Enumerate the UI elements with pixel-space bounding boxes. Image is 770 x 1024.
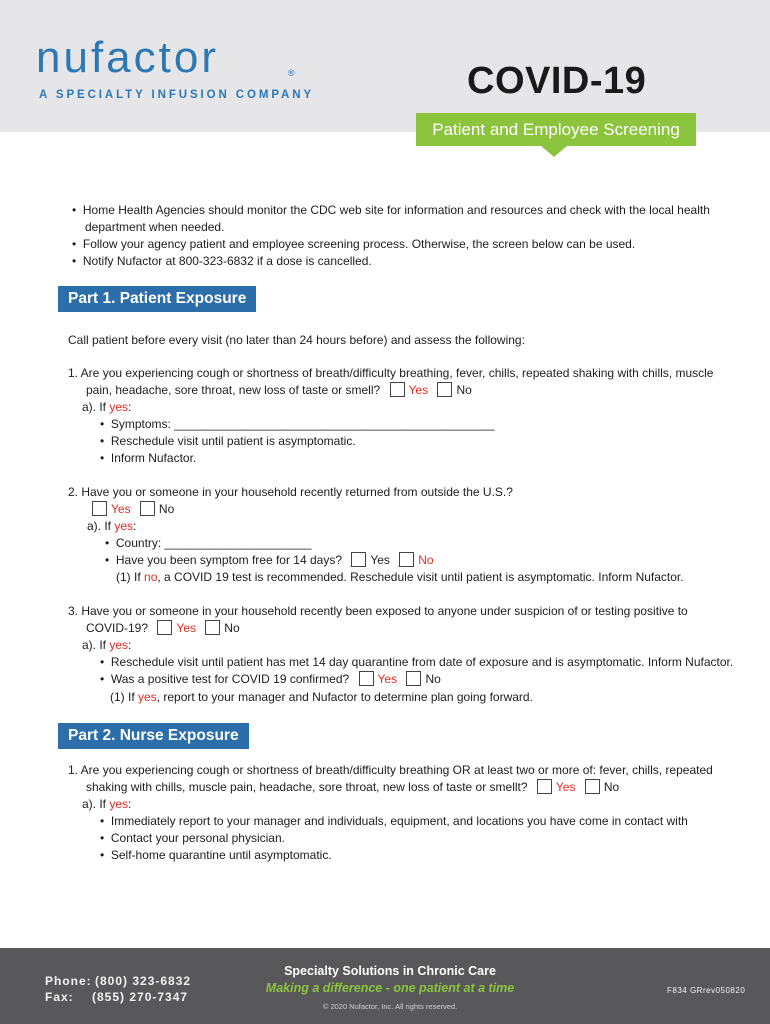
part1-q1-text: 1. Are you experiencing cough or shortness of breath/difficulty breathing, fever, chills, repeated shaking with chills, muscle — [68, 366, 714, 380]
p1q2-no-checkbox[interactable] — [140, 501, 155, 516]
intro-bullet: • Notify Nufactor at 800-323-6832 if a dose is cancelled. — [72, 254, 372, 268]
part1-q3-line2: COVID-19? Yes No — [86, 621, 240, 635]
p1q2-answers — [86, 501, 174, 518]
p2q1-bullet: • Immediately report to your manager and individuals, equipment, and locations you have come in contact with — [100, 814, 688, 828]
p1q2-sf-yes-checkbox[interactable] — [351, 552, 366, 567]
p1q2-if-yes: a). If yes: — [87, 519, 137, 533]
p1q1-yes-checkbox[interactable] — [390, 382, 405, 397]
p1q3-if-yes: a). If yes: — [82, 638, 132, 652]
registered-mark: ® — [288, 68, 295, 78]
footer-slogan: Making a difference - one patient at a time — [265, 981, 515, 995]
p1q3-test-yes-label: Yes — [377, 672, 398, 686]
p1q3-yes-checkbox[interactable] — [157, 620, 172, 635]
footer-fax-number: (855) 270-7347 — [92, 990, 189, 1004]
footer-phone-label: Phone: — [45, 974, 92, 988]
p2q1-if-yes: a). If yes: — [82, 797, 132, 811]
part2-q1-text: 1. Are you experiencing cough or shortness of breath/difficulty breathing OR at least two or more of: fever, chills, repeated — [68, 763, 713, 777]
p1q2-symptom-free: • Have you been symptom free for 14 days? Yes No — [105, 553, 434, 567]
intro-bullet-continued: department when needed. — [85, 220, 225, 234]
part1-q1-line2: pain, headache, sore throat, new loss of taste or smell? Yes No — [86, 383, 472, 397]
footer-copyright: © 2020 Nufactor, Inc. All rights reserved. — [322, 1002, 458, 1011]
p1q2-no-label: No — [158, 502, 175, 516]
p1q1-yes-label: Yes — [408, 383, 429, 397]
p1q1-no-label: No — [456, 383, 472, 397]
subtitle-banner — [416, 113, 696, 146]
p1q3-positive-test: • Was a positive test for COVID 19 confirmed? Yes No — [100, 672, 441, 686]
logo-tagline: A SPECIALTY INFUSION COMPANY — [39, 89, 315, 101]
p1q3-note: (1) If yes, report to your manager and Nufactor to determine plan going forward. — [110, 690, 533, 704]
p1q1-if-yes: a). If yes: — [82, 400, 132, 414]
p2q1-bullet: • Self-home quarantine until asymptomatic. — [100, 848, 332, 862]
p1q3-test-yes-checkbox[interactable] — [359, 671, 374, 686]
p2q1-yes-checkbox[interactable] — [537, 779, 552, 794]
p1q3-bullet: • Reschedule visit until patient has met 14 day quarantine from date of exposure and is asymptomatic. Inform Nufactor. — [100, 655, 734, 669]
p2q1-no-label: No — [603, 780, 620, 794]
nufactor-logo: nufactor — [36, 33, 219, 82]
part1-intro: Call patient before every visit (no later than 24 hours before) and assess the following: — [68, 333, 525, 347]
p1q1-bullet: • Inform Nufactor. — [100, 451, 197, 465]
p2q1-yes-label: Yes — [555, 780, 576, 794]
p2q1-no-checkbox[interactable] — [585, 779, 600, 794]
footer-fax-label: Fax: — [45, 990, 74, 1004]
document-title: COVID-19 — [467, 60, 647, 102]
footer-tagline: Specialty Solutions in Chronic Care — [284, 964, 496, 978]
p1q3-test-no-label: No — [425, 672, 441, 686]
p1q2-sf-no-label: No — [418, 553, 434, 567]
p1q2-note: (1) If no, a COVID 19 test is recommended. Reschedule visit until patient is asymptomatic. Inform Nufactor. — [116, 570, 684, 584]
p1q2-sf-no-checkbox[interactable] — [399, 552, 414, 567]
p1q1-bullet: • Symptoms: ________________________________________________ — [100, 417, 495, 431]
banner-pointer — [541, 146, 567, 157]
p1q3-yes-label: Yes — [176, 621, 196, 635]
p1q2-yes-checkbox[interactable] — [92, 501, 107, 516]
subtitle-text: Patient and Employee Screening — [432, 119, 680, 139]
p1q1-no-checkbox[interactable] — [437, 382, 452, 397]
p1q1-bullet: • Reschedule visit until patient is asymptomatic. — [100, 434, 356, 448]
p1q3-no-label: No — [224, 621, 240, 635]
p1q2-country: • Country: ______________________ — [105, 536, 312, 550]
p2q1-bullet: • Contact your personal physician. — [100, 831, 285, 845]
p1q3-test-no-checkbox[interactable] — [406, 671, 421, 686]
part1-q2-text: 2. Have you or someone in your household recently returned from outside the U.S.? — [68, 485, 513, 499]
p1q3-no-checkbox[interactable] — [205, 620, 220, 635]
p1q2-sf-yes-label: Yes — [370, 553, 390, 567]
part1-header: Part 1. Patient Exposure — [58, 286, 256, 312]
part2-header: Part 2. Nurse Exposure — [58, 723, 249, 749]
p1q2-yes-label: Yes — [111, 502, 131, 516]
part1-q3-text: 3. Have you or someone in your household recently been exposed to anyone under suspicion of or testing positive to — [68, 604, 688, 618]
intro-bullet: • Follow your agency patient and employee screening process. Otherwise, the screen below can be used. — [72, 237, 636, 251]
part2-q1-line2: shaking with chills, muscle pain, headache, sore throat, new loss of taste or smellt? Yes No — [86, 780, 620, 794]
footer-phone-number: (800) 323-6832 — [95, 974, 192, 988]
footer — [0, 948, 770, 1024]
form-code: F834 GRrev050820 — [667, 986, 746, 995]
intro-bullet: • Home Health Agencies should monitor the CDC web site for information and resources and check with the local health — [72, 203, 710, 217]
